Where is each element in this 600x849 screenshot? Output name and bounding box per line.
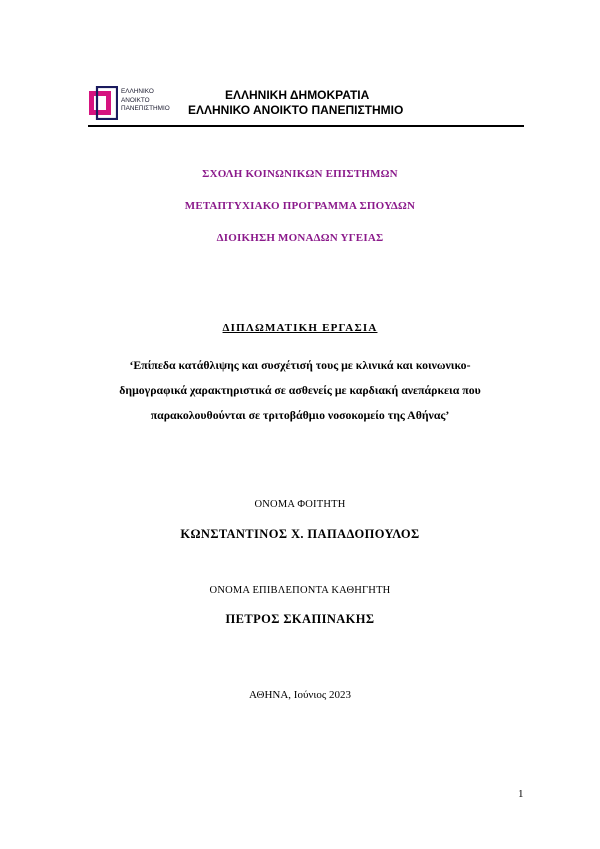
supervisor-label: ΟΝΟΜΑ ΕΠΙΒΛΕΠΟΝΤΑ ΚΑΘΗΓΗΤΗ xyxy=(209,585,391,596)
student-name: ΚΩΝΣΤΑΝΤΙΝΟΣ Χ. ΠΑΠΑΔΟΠΟΥΛΟΣ xyxy=(180,527,420,541)
header-divider xyxy=(88,125,524,127)
faculty-name: ΣΧΟΛΗ ΚΟΙΝΩΝΙΚΩΝ ΕΠΙΣΤΗΜΩΝ xyxy=(202,168,398,180)
supervisor-name: ΠΕΤΡΟΣ ΣΚΑΠΙΝΑΚΗΣ xyxy=(225,612,375,626)
thesis-title xyxy=(76,353,524,428)
program-name: ΜΕΤΑΠΤΥΧΙΑΚΟ ΠΡΟΓΡΑΜΜΑ ΣΠΟΥΔΩΝ xyxy=(184,200,416,212)
logo-text-line: ΕΛΛΗΝΙΚΟ xyxy=(121,88,154,95)
institution-line-republic: ΕΛΛΗΝΙΚΗ ΔΗΜΟΚΡΑΤΙΑ xyxy=(225,88,370,102)
place-date: ΑΘΗΝΑ, Ιούνιος 2023 xyxy=(249,689,351,701)
thesis-label: ΔΙΠΛΩΜΑΤΙΚΗ ΕΡΓΑΣΙΑ xyxy=(222,322,378,334)
thesis-title-line: παρακολουθούνται σε τριτοβάθμιο νοσοκομείο της Αθήνας’ xyxy=(150,408,450,422)
university-logo xyxy=(88,86,172,120)
page-number: 1 xyxy=(518,788,524,800)
logo-text-line: ΑΝΟΙΚΤΟ xyxy=(121,96,150,104)
university-logo-icon xyxy=(88,86,118,120)
thesis-title-line: δημογραφικά χαρακτηριστικά σε ασθενείς με καρδιακή ανεπάρκεια που xyxy=(119,383,481,397)
logo-text-line: ΠΑΝΕΠΙΣΤΗΜΙΟ xyxy=(121,105,170,113)
thesis-title-line: ‘Επίπεδα κατάθλιψης και συσχέτισή τους με κλινικά και κοινωνικο- xyxy=(129,358,471,372)
institution-name xyxy=(188,88,518,118)
institution-line-university: ΕΛΛΗΝΙΚΟ ΑΝΟΙΚΤΟ ΠΑΝΕΠΙΣΤΗΜΙΟ xyxy=(188,103,404,117)
page-header xyxy=(88,84,524,124)
university-logo-text xyxy=(121,88,173,114)
student-label: ΟΝΟΜΑ ΦΟΙΤΗΤΗ xyxy=(254,499,346,510)
specialization-name: ΔΙΟΙΚΗΣΗ ΜΟΝΑΔΩΝ ΥΓΕΙΑΣ xyxy=(216,232,384,244)
